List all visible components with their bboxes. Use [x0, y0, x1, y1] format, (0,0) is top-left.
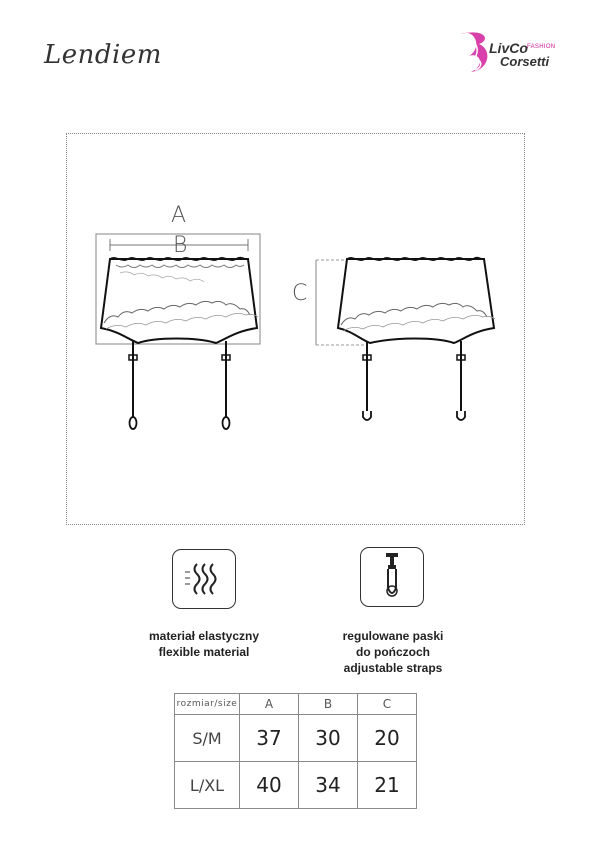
size-value: 40	[240, 762, 299, 809]
garter-belt-diagram	[66, 133, 525, 525]
size-table-header-row	[175, 694, 417, 715]
feature-caption-pl: materiał elastyczny	[148, 629, 260, 643]
brand-fashion-label: FASHION	[527, 44, 556, 50]
front-view-garment	[101, 258, 258, 429]
size-value: 30	[299, 715, 358, 762]
feature-flexible-material-caption	[124, 628, 284, 660]
dimension-label-c: C	[292, 281, 308, 306]
feature-caption-pl-1: regulowane paski	[342, 629, 444, 643]
size-table	[174, 693, 417, 809]
size-value: 20	[358, 715, 417, 762]
table-row	[175, 715, 417, 762]
size-table-col-c: C	[358, 694, 417, 715]
size-table-col-a: A	[240, 694, 299, 715]
table-row	[175, 762, 417, 809]
brand-name-line1: LivCo	[489, 40, 528, 56]
brand-name-line2: Corsetti	[500, 54, 550, 69]
size-table-col-b: B	[299, 694, 358, 715]
wavy-lines-icon	[172, 549, 236, 609]
size-table-corner-label: rozmiar/size	[175, 694, 240, 715]
size-value: 37	[240, 715, 299, 762]
size-value: 21	[358, 762, 417, 809]
feature-caption-en: flexible material	[158, 645, 250, 659]
feature-adjustable-straps-caption	[313, 628, 473, 676]
size-value: 34	[299, 762, 358, 809]
size-label: L/XL	[175, 762, 240, 809]
dimension-label-b: B	[173, 233, 188, 258]
feature-caption-pl-2: do pończoch	[356, 645, 430, 659]
garter-clip-icon	[360, 547, 424, 607]
feature-caption-en: adjustable straps	[343, 661, 443, 675]
size-label: S/M	[175, 715, 240, 762]
product-name: Lendiem	[44, 40, 162, 70]
back-view-garment	[338, 258, 495, 420]
dimension-label-a: A	[171, 203, 187, 228]
